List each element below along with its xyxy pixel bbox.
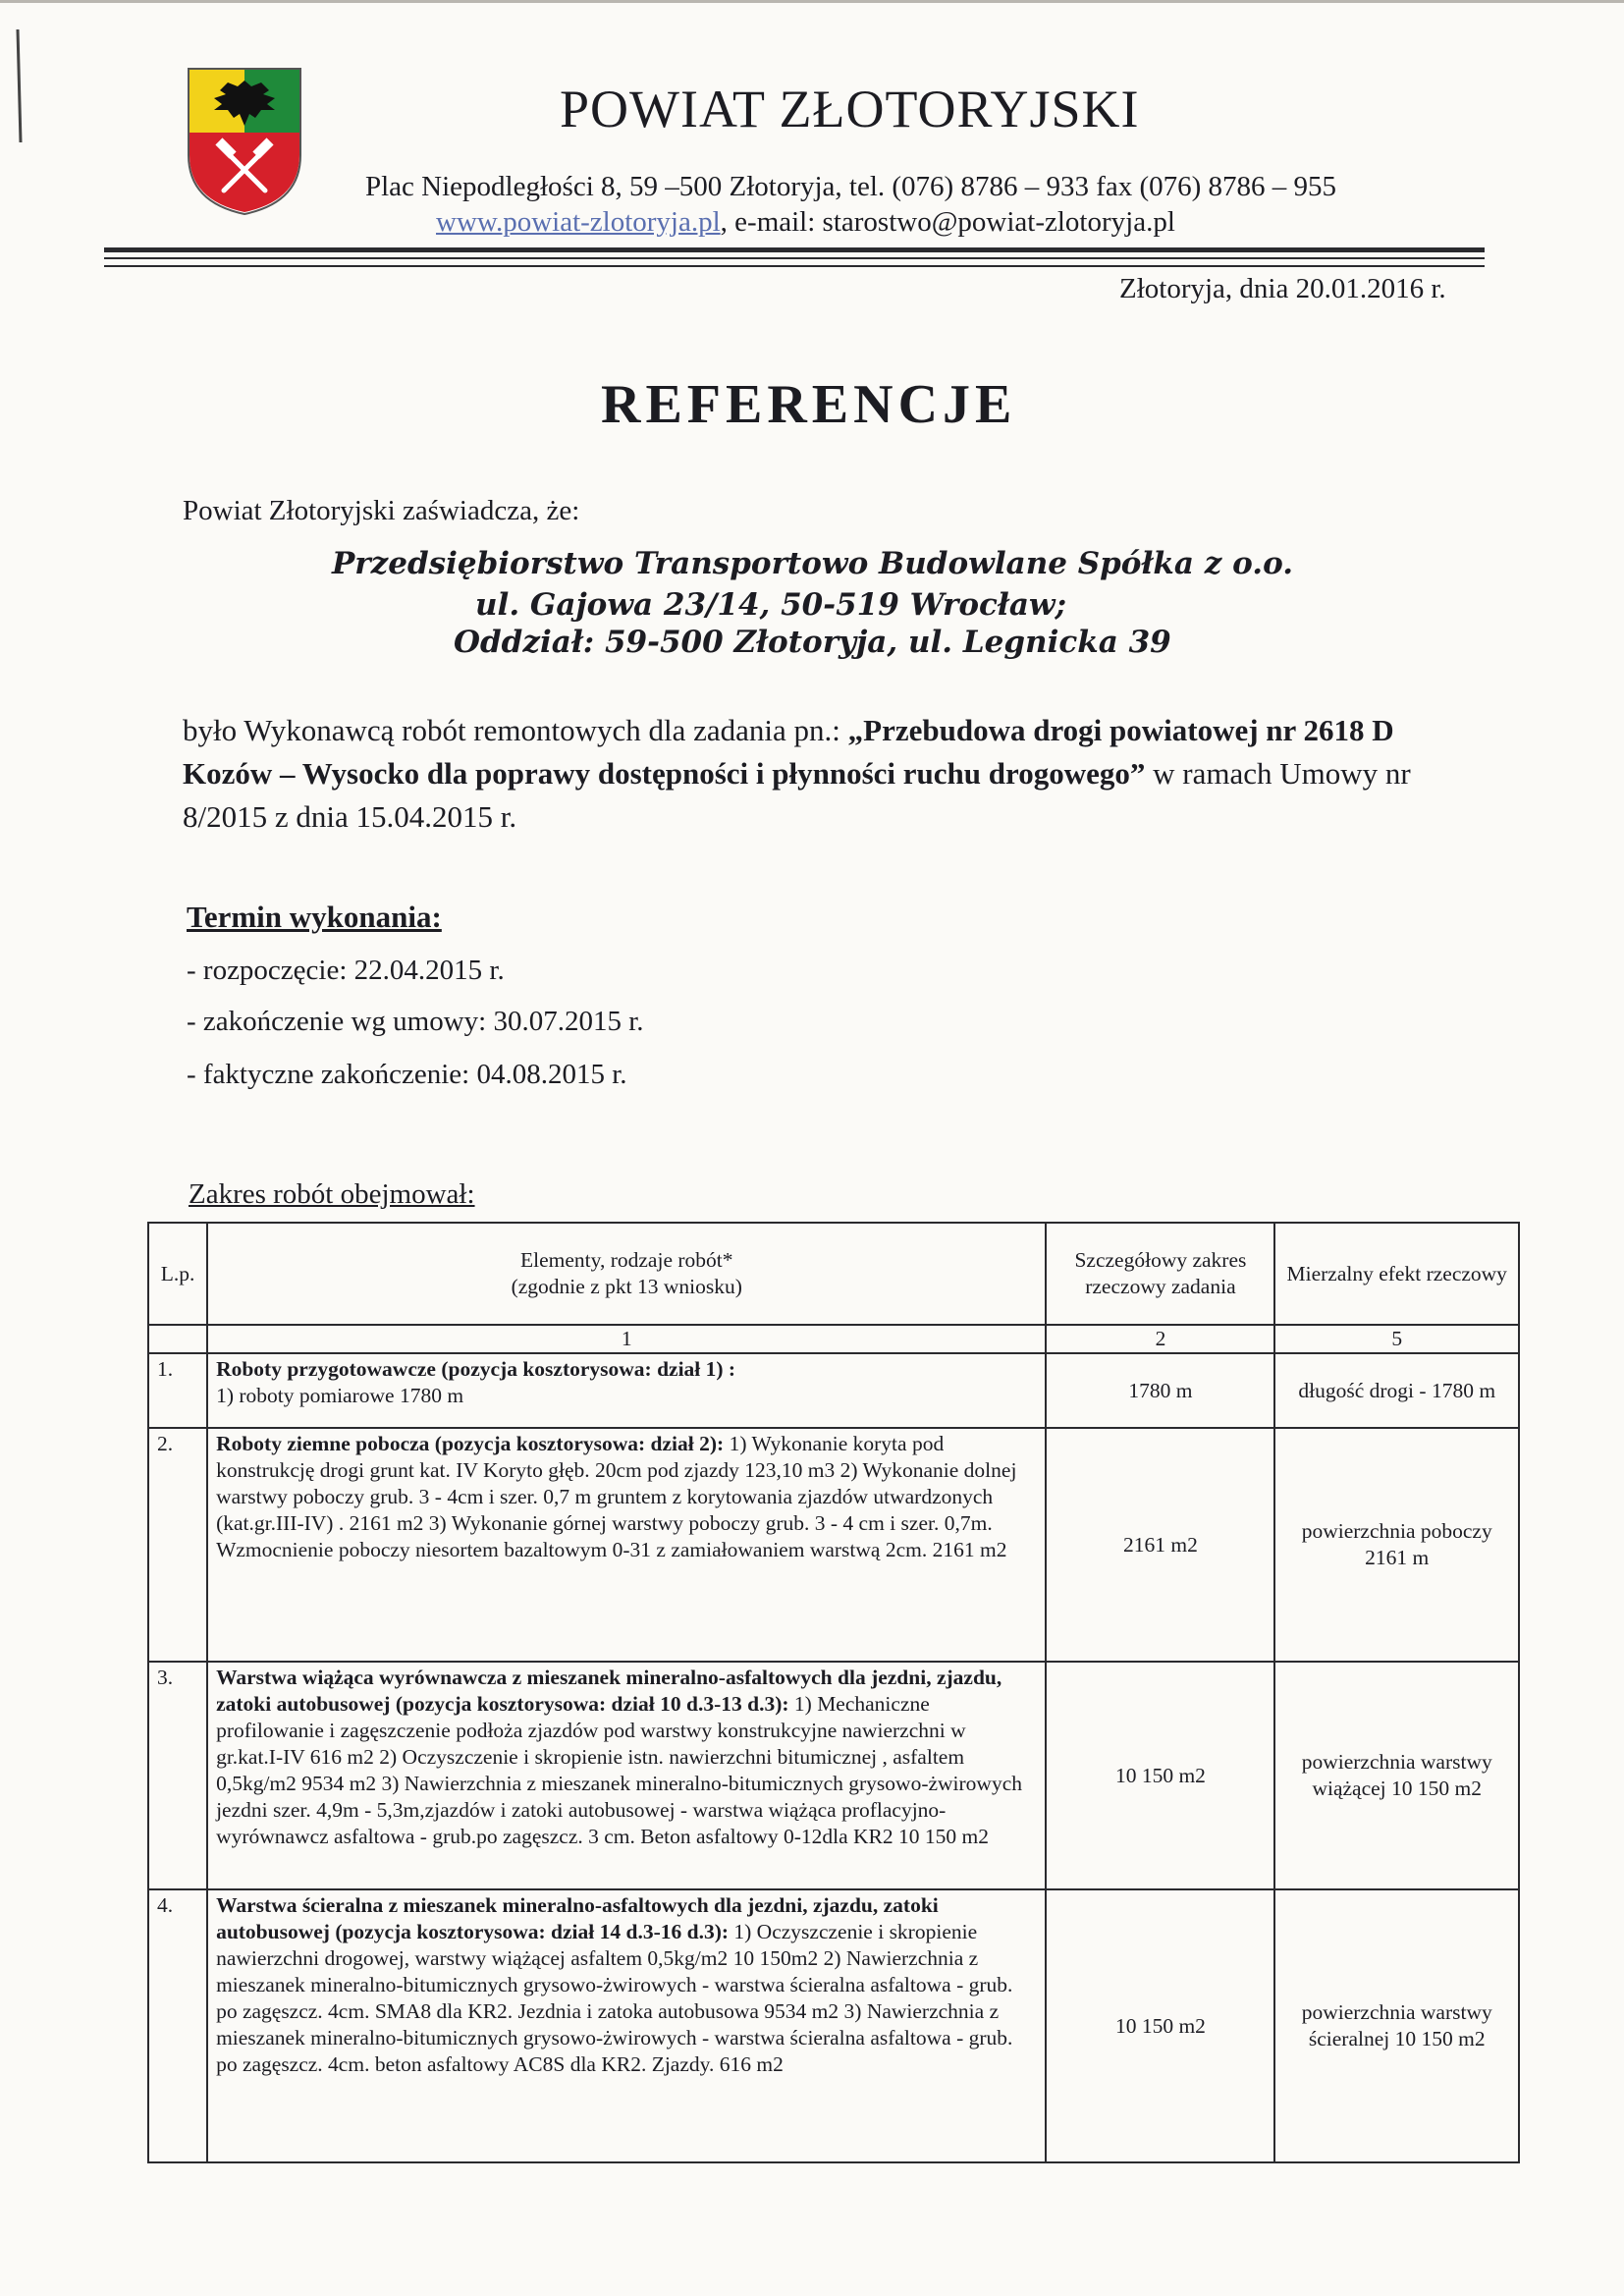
col-number: 5 bbox=[1274, 1325, 1519, 1353]
row-details: 1) Mechaniczne profilowanie i zagęszczenie podłoża zjazdów pod warstwy konstrukcyjne nawierzchni w gr.kat.I-IV 616 m2 2) Oczyszczenie i skropienie istn. nawierzchni bitumicznej , asfaltem 0,5kg/m2 9534 m2 3) Nawierzchnia z mieszanek mineralno-bitumicznych grysowo-żwirowych jezdni szer. 4,9m - 5,3m,zjazdów i zatoki autobusowej - warstwa wiążąca proflacyjno-wyrównawcz asfaltowa - grub.po zagęszcz. 3 cm. Beton asfaltowy 0-12dla KR2 10 150 m2 bbox=[216, 1692, 1022, 1848]
column-number-row bbox=[148, 1325, 1519, 1353]
row-effect: długość drogi - 1780 m bbox=[1274, 1353, 1519, 1428]
table-row bbox=[148, 1889, 1519, 2162]
coat-of-arms-icon bbox=[185, 65, 304, 218]
term-start: - rozpoczęcie: 22.04.2015 r. bbox=[187, 955, 505, 986]
row-number: 3. bbox=[148, 1662, 207, 1889]
header-effect: Mierzalny efekt rzeczowy bbox=[1274, 1223, 1519, 1325]
place-date: Złotoryja, dnia 20.01.2016 r. bbox=[1119, 273, 1446, 304]
col-number: 2 bbox=[1046, 1325, 1274, 1353]
table-row bbox=[148, 1428, 1519, 1662]
header-divider bbox=[104, 265, 1485, 267]
header-elements-line2: (zgodnie z pkt 13 wniosku) bbox=[511, 1275, 742, 1298]
row-description bbox=[207, 1889, 1046, 2162]
header-lp: L.p. bbox=[148, 1223, 207, 1325]
row-description bbox=[207, 1353, 1046, 1428]
row-details: 1) Wykonanie koryta pod konstrukcję drogi grunt kat. IV Koryto głęb. 20cm pod zjazdy 123,10 m3 2) Wykonanie dolnej warstwy poboczy grub. 3 - 4cm i szer. 0,7 m gruntem z korytowania zjazdów utwardzonych (kat.gr.III-IV) . 2161 m2 3) Wykonanie górnej warstwy poboczy grub. 3 - 4 cm i szer. 0,7m. Wzmocnienie poboczy niesortem bazaltowym 0-31 z zamiałowaniem warstwą 2cm. 2161 m2 bbox=[216, 1432, 1017, 1561]
statement-intro: było Wykonawcą robót remontowych dla zadania pn.: bbox=[183, 713, 848, 747]
row-title: Roboty ziemne pobocza (pozycja kosztorysowa: dział 2): bbox=[216, 1432, 725, 1455]
scope-heading: Zakres robót obejmował: bbox=[189, 1178, 475, 1210]
header-scope: Szczegółowy zakres rzeczowy zadania bbox=[1046, 1223, 1274, 1325]
row-title: Roboty przygotowawcze (pozycja kosztorysowa: dział 1) : bbox=[216, 1357, 736, 1381]
institution-name: POWIAT ZŁOTORYJSKI bbox=[560, 80, 1140, 138]
row-number: 2. bbox=[148, 1428, 207, 1662]
col-number-empty bbox=[148, 1325, 207, 1353]
row-effect: powierzchnia warstwy wiążącej 10 150 m2 bbox=[1274, 1662, 1519, 1889]
term-planned-end: - zakończenie wg umowy: 30.07.2015 r. bbox=[187, 1006, 644, 1037]
contact-line bbox=[436, 206, 1175, 239]
term-heading: Termin wykonania: bbox=[187, 900, 442, 934]
company-address: ul. Gajowa 23/14, 50-519 Wrocław; bbox=[475, 587, 1067, 623]
document-title: REFERENCJE bbox=[601, 374, 1017, 435]
header-divider bbox=[104, 257, 1485, 259]
row-description bbox=[207, 1662, 1046, 1889]
col-number: 1 bbox=[207, 1325, 1046, 1353]
institution-address: Plac Niepodległości 8, 59 –500 Złotoryja, tel. (076) 8786 – 933 fax (076) 8786 – 955 bbox=[365, 171, 1337, 202]
certify-text: Powiat Złotoryjski zaświadcza, że: bbox=[183, 495, 580, 526]
row-scope: 10 150 m2 bbox=[1046, 1889, 1274, 2162]
row-title: Warstwa ścieralna z mieszanek mineralno-asfaltowych dla jezdni, zjazdu, zatoki autobusowej (pozycja kosztorysowa: dział 14 d.3-16 d.3): bbox=[216, 1893, 939, 1943]
row-number: 1. bbox=[148, 1353, 207, 1428]
row-scope: 2161 m2 bbox=[1046, 1428, 1274, 1662]
company-branch: Oddział: 59-500 Złotoryja, ul. Legnicka 39 bbox=[454, 625, 1171, 660]
table-row bbox=[148, 1662, 1519, 1889]
row-details: 1) roboty pomiarowe 1780 m bbox=[216, 1384, 464, 1407]
row-scope: 10 150 m2 bbox=[1046, 1662, 1274, 1889]
table-header-row bbox=[148, 1223, 1519, 1325]
scan-mark bbox=[16, 29, 22, 142]
task-name: „Przebudowa drogi powiatowej nr 2618 D Kozów – Wysocko dla poprawy dostępności i płynności ruchu drogowego” bbox=[183, 713, 1394, 791]
website-link[interactable]: www.powiat-zlotoryja.pl bbox=[436, 206, 721, 238]
row-title: Warstwa wiążąca wyrównawcza z mieszanek mineralno-asfaltowych dla jezdni, zjazdu, zatoki autobusowej (pozycja kosztorysowa: dział 10 d.3-13 d.3): bbox=[216, 1666, 1002, 1716]
scope-table bbox=[147, 1222, 1520, 2163]
header-elements-line1: Elementy, rodzaje robót* bbox=[519, 1248, 733, 1272]
header-elements bbox=[207, 1223, 1046, 1325]
row-description bbox=[207, 1428, 1046, 1662]
table-row bbox=[148, 1353, 1519, 1428]
row-number: 4. bbox=[148, 1889, 207, 2162]
email-text: , e-mail: starostwo@powiat-zlotoryja.pl bbox=[720, 206, 1175, 238]
row-effect: powierzchnia warstwy ścieralnej 10 150 m2 bbox=[1274, 1889, 1519, 2162]
row-details: 1) Oczyszczenie i skropienie nawierzchni drogowej, warstwy wiążącej asfaltem 0,5kg/m2 10 150m2 2) Nawierzchnia z mieszanek mineralno-bitumicznych grysowo-żwirowych - warstwa ścieralna asfaltowa - grub. po zagęszcz. 4cm. SMA8 dla KR2. Jezdnia i zatoka autobusowa 9534 m2 3) Nawierzchnia z mieszanek mineralno-bitumicznych grysowo-żwirowych - warstwa ścieralna asfaltowa - grub. po zagęszcz. 4cm. beton asfaltowy AC8S dla KR2. Zjazdy. 616 m2 bbox=[216, 1920, 1013, 2076]
term-actual-end: - faktyczne zakończenie: 04.08.2015 r. bbox=[187, 1059, 627, 1090]
row-scope: 1780 m bbox=[1046, 1353, 1274, 1428]
company-name: Przedsiębiorstwo Transportowo Budowlane Spółka z o.o. bbox=[332, 546, 1294, 581]
statement-paragraph bbox=[183, 709, 1489, 839]
statement-outro: w ramach Umowy nr 8/2015 z dnia 15.04.2015 r. bbox=[183, 756, 1411, 834]
header-divider bbox=[104, 247, 1485, 252]
scan-edge bbox=[0, 0, 1624, 3]
row-effect: powierzchnia poboczy 2161 m bbox=[1274, 1428, 1519, 1662]
